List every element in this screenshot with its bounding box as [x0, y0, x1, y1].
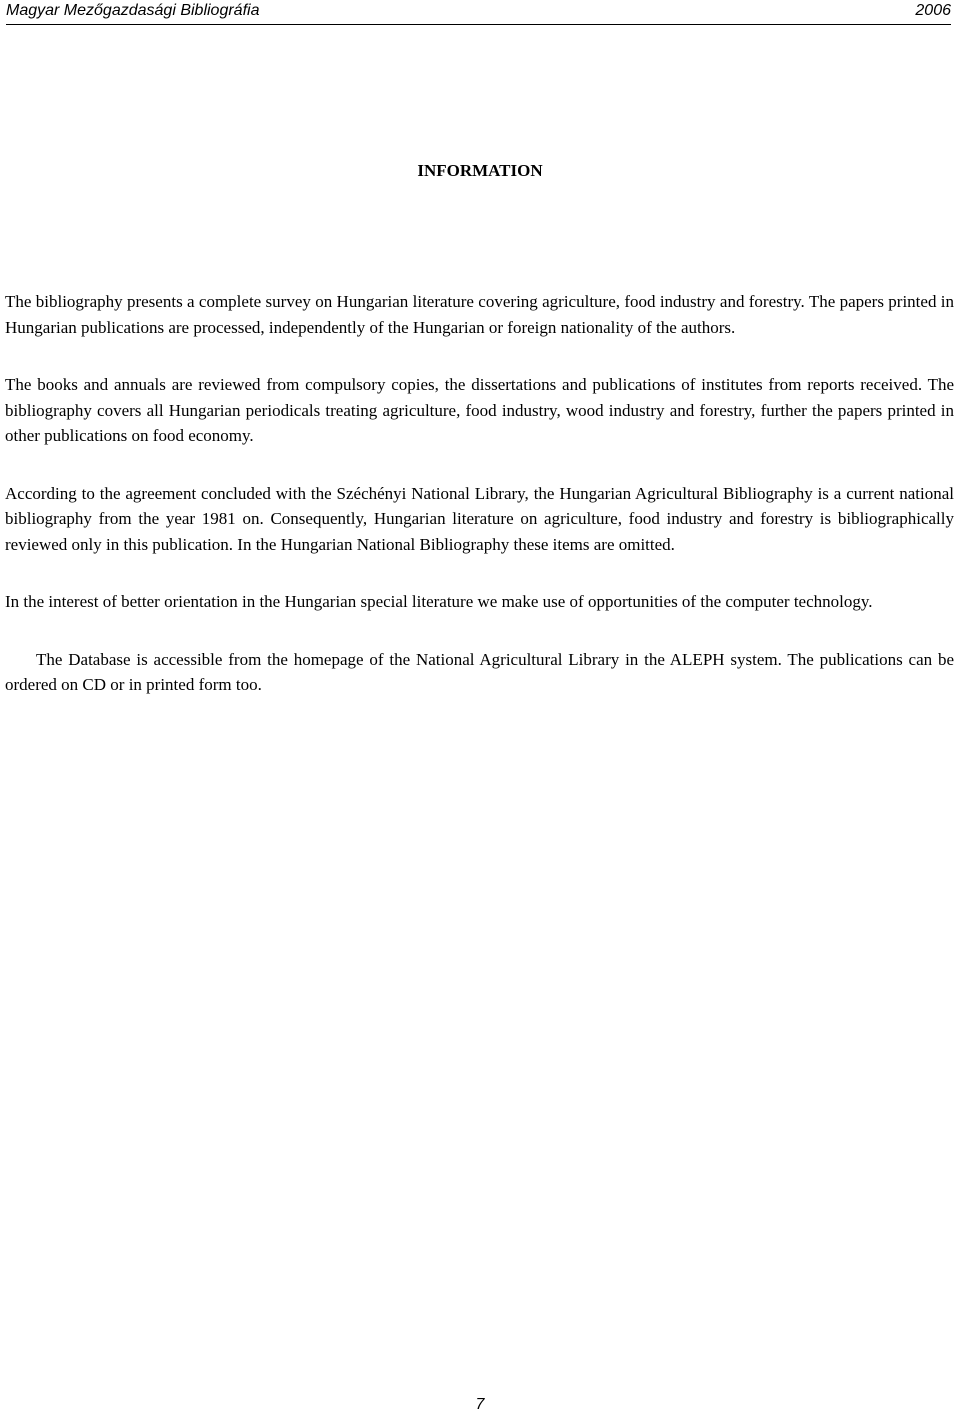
paragraph-agreement: According to the agreement concluded with the Széchényi National Library, the Hungarian Agricultural Bibliography is a current national bibliography from the year 1981 on. Consequently, Hungarian literature on agriculture, food industry and forestry is bibliographically reviewed only in this publication. In the Hungarian National Bibliography these items are omitted. — [5, 483, 954, 554]
body-text — [5, 289, 954, 698]
page-header — [6, 0, 951, 25]
paragraph-computer-technology: In the interest of better orientation in the Hungarian special literature we make use of opportunities of the computer technology. — [5, 592, 873, 611]
header-title: Magyar Mezőgazdasági Bibliográfia — [6, 2, 260, 19]
paragraph-sources: The books and annuals are reviewed from compulsory copies, the dissertations and publications of institutes from reports received. The bibliography covers all Hungarian periodicals treating agriculture, food industry, wood industry and forestry, further the papers printed in other publications on food economy. — [5, 375, 954, 445]
paragraph-survey: The bibliography presents a complete survey on Hungarian literature covering agriculture, food industry and forestry. The papers printed in Hungarian publications are processed, independently of the Hungarian or foreign nationality of the authors. — [5, 292, 954, 337]
paragraph-database: The Database is accessible from the homepage of the National Agricultural Library in the ALEPH system. The publications can be ordered on CD or in printed form too. — [5, 649, 954, 694]
page-number: 7 — [475, 1396, 485, 1413]
header-year: 2006 — [915, 2, 951, 19]
section-heading: INFORMATION — [417, 161, 543, 180]
